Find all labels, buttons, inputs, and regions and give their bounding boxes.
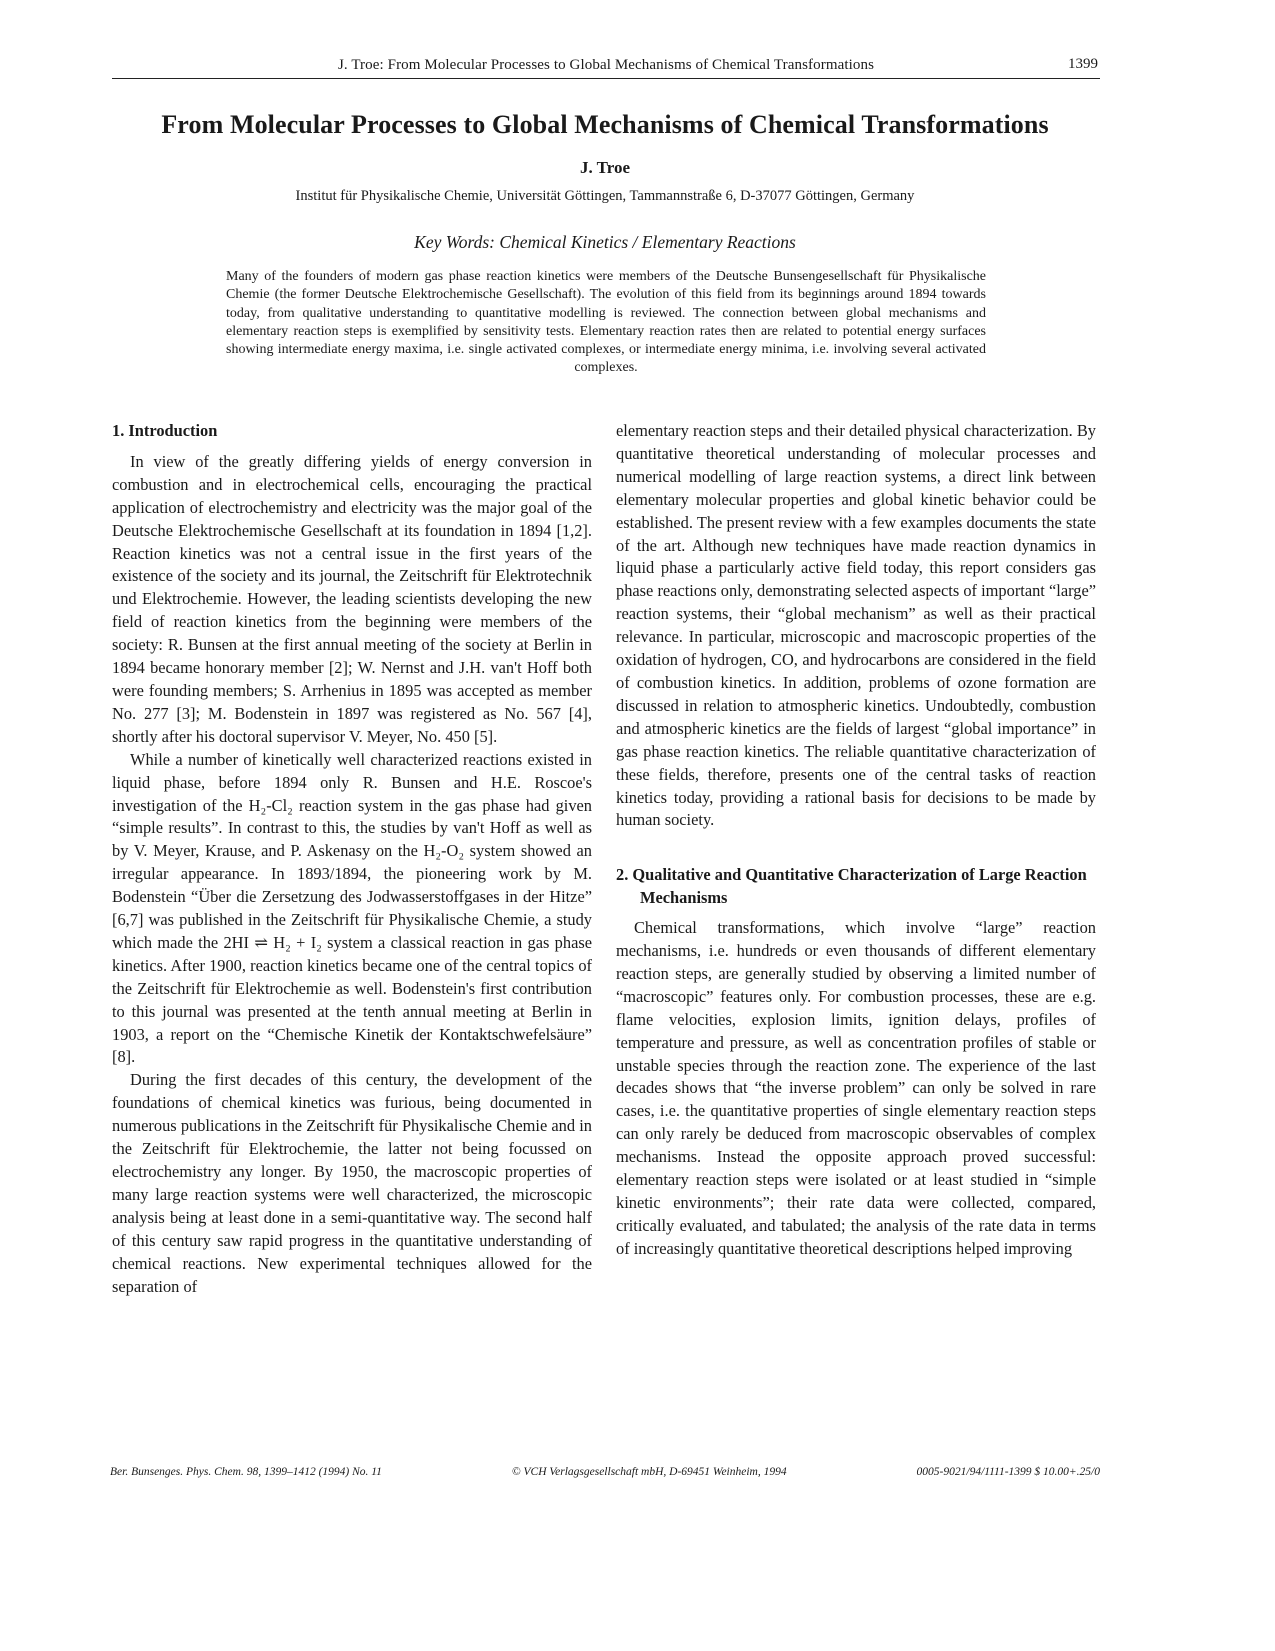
article-code: 0005-9021/94/1111-1399 $ 10.00+.25/0 — [916, 1466, 1100, 1478]
paragraph: In view of the greatly differing yields of energy conversion in combustion and in electrochemical cells, encouraging the practical application of electrochemistry and electricity was the major goal of the Deutsche Elektrochemische Gesellschaft at its foundation in 1894 [1,2]. Reaction kinetics was not a central issue in the first years of the existence of the society and its journal, the Zeitschrift für Elektrotechnik und Elektrochemie. However, the leading scientists developing the new field of reaction kinetics from the beginning were members of the society: R. Bunsen at the first annual meeting of the society at Berlin in 1894 became honorary member [2]; W. Nernst and J.H. van't Hoff both were founding members; S. Arrhenius in 1895 was accepted as member No. 277 [3]; M. Bodenstein in 1897 was registered as No. 567 [4], shortly after his doctoral supervisor V. Meyer, No. 450 [5]. — [112, 451, 592, 746]
running-head — [112, 56, 1100, 79]
section-1-heading: 1. Introduction — [112, 421, 218, 440]
right-column — [616, 420, 1096, 1261]
paper-title: From Molecular Processes to Global Mechanisms of Chemical Transformations — [161, 110, 1049, 139]
paragraph: elementary reaction steps and their detailed physical characterization. By quantitative theoretical understanding of molecular processes and numerical modelling of large reaction systems, a direct link between elementary molecular properties and global kinetic behavior could be established. The present review with a few examples documents the state of the art. Although new techniques have made reaction dynamics in liquid phase a particularly active field today, this report considers gas phase reactions only, demonstrating selected aspects of important “large” reaction systems, their “global mechanism” as well as their practical relevance. In particular, microscopic and macroscopic properties of the oxidation of hydrogen, CO, and hydrocarbons are considered in the field of combustion kinetics. In addition, problems of ozone formation are discussed in relation to atmospheric kinetics. Undoubtedly, combustion and atmospheric kinetics are the fields of largest “global importance” in gas phase reaction kinetics. The reliable quantitative characterization of these fields, therefore, presents one of the central tasks of reaction kinetics today, providing a rational basis for decisions to be made by human society. — [616, 421, 1096, 830]
page-footer — [110, 1466, 1100, 1478]
journal-citation: Ber. Bunsenges. Phys. Chem. 98, 1399–1412 (1994) No. 11 — [110, 1466, 382, 1478]
copyright-notice: © VCH Verlagsgesellschaft mbH, D-69451 Weinheim, 1994 — [511, 1466, 787, 1478]
author: J. Troe — [579, 158, 631, 177]
paragraph: Chemical transformations, which involve “large” reaction mechanisms, i.e. hundreds or even thousands of different elementary reaction steps, are generally studied by observing a limited number of “macroscopic” features only. For combustion processes, these are e.g. flame velocities, explosion limits, ignition delays, profiles of temperature and pressure, as well as concentration profiles of stable or unstable species through the reaction zone. The experience of the last decades shows that “the inverse problem” can only be solved in rare cases, i.e. the quantitative properties of single elementary reaction steps can only rarely be deduced from macroscopic observables of complex mechanisms. Instead the opposite approach proved successful: elementary reaction steps were isolated or at least studied in “simple kinetic environments”; their rate data were collected, compared, critically evaluated, and tabulated; the analysis of the rate data in terms of increasingly quantitative theoretical descriptions helped improving — [616, 918, 1096, 1258]
keywords: Key Words: Chemical Kinetics / Elementary Reactions — [414, 232, 796, 252]
paragraph: While a number of kinetically well characterized reactions existed in liquid phase, before 1894 only R. Bunsen and H.E. Roscoe's investigation of the H₂-Cl₂ reaction system in the gas phase had given “simple results”. In contrast to this, the studies by van't Hoff as well as by V. Meyer, Krause, and P. Askenasy on the H₂-O₂ system showed an irregular appearance. In 1893/1894, the pioneering work by M. Bodenstein “Über die Zersetzung des Jodwasserstoffgases in der Hitze” [6,7] was published in the Zeitschrift für Physikalische Chemie, a study which made the 2HI ⇌ H₂ + I₂ system a classical reaction in gas phase kinetics. After 1900, reaction kinetics became one of the central topics of the Zeitschrift für Elektrochemie as well. Bodenstein's first contribution to this journal was presented at the tenth annual meeting at Berlin in 1903, a report on the “Chemische Kinetik der Kontaktschwefelsäure” [8]. — [112, 749, 592, 1067]
paragraph: During the first decades of this century, the development of the foundations of chemical kinetics was furious, being documented in numerous publications in the Zeitschrift für Physikalische Chemie and in the Zeitschrift für Elektrochemie, the latter not being focussed on electrochemistry any longer. By 1950, the macroscopic properties of many large reaction systems were well characterized, the microscopic analysis being at least done in a semi-quantitative way. The second half of this century saw rapid progress in the quantitative understanding of chemical reactions. New experimental techniques allowed for the separation of — [112, 1070, 592, 1296]
left-column — [112, 420, 592, 1298]
section-2-heading: 2. Qualitative and Quantitative Characterization of Large Reaction Mechanisms — [616, 865, 1087, 908]
abstract: Many of the founders of modern gas phase reaction kinetics were members of the Deutsche Bunsengesellschaft für Physikalische Chemie (the former Deutsche Elektrochemische Gesellschaft). The evolution of this field from its beginnings around 1894 towards today, from qualitative understanding to quantitative modelling is reviewed. The connection between global mechanisms and elementary reaction steps is exemplified by sensitivity tests. Elementary reaction rates then are related to potential energy surfaces showing intermediate energy maxima, i.e. single activated complexes, or intermediate energy minima, i.e. involving several activated complexes. — [226, 269, 986, 376]
page-number: 1399 — [1068, 56, 1098, 72]
affiliation: Institut für Physikalische Chemie, Universität Göttingen, Tammannstraße 6, D-37077 Göttingen, Germany — [295, 188, 915, 204]
running-head-title: J. Troe: From Molecular Processes to Global Mechanisms of Chemical Transformations — [337, 57, 875, 73]
